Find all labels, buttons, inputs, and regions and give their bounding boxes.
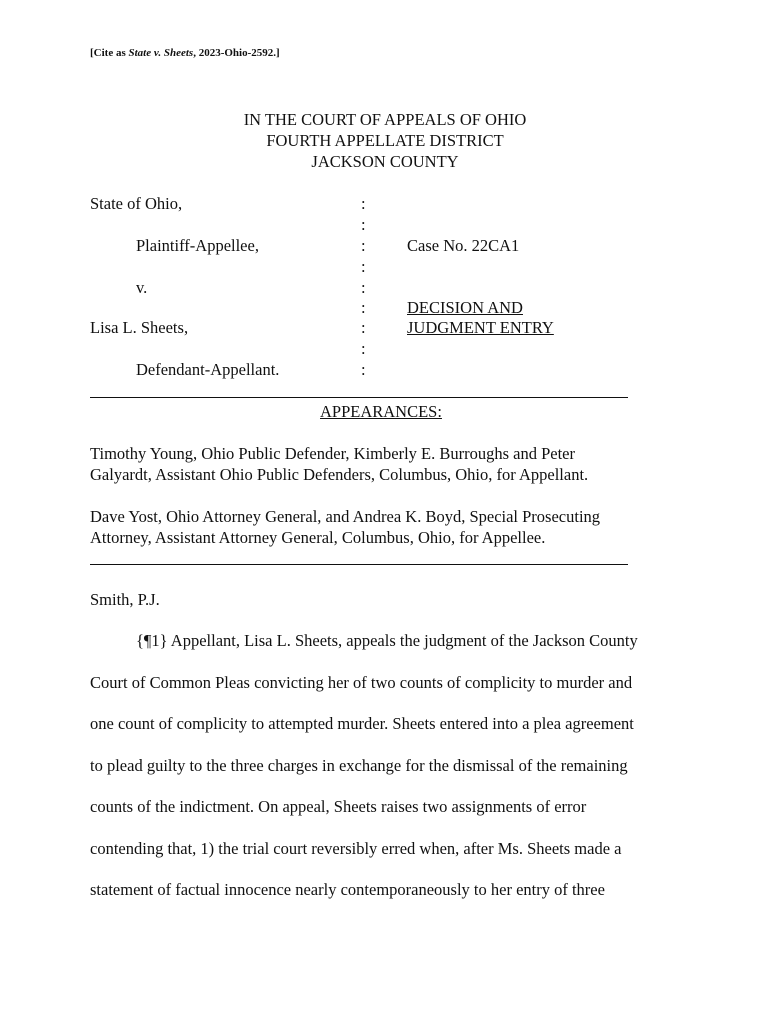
caption-colon: :: [361, 298, 366, 317]
citation-case-name: State v. Sheets: [128, 47, 194, 59]
caption-colon: :: [361, 215, 366, 234]
caption-colon: :: [361, 318, 366, 337]
caption-colon: :: [361, 257, 366, 276]
appearance-appellee-line2: Attorney, Assistant Attorney General, Columbus, Ohio, for Appellee.: [90, 528, 546, 547]
divider: [90, 564, 628, 565]
entry-title-line1: DECISION AND: [407, 298, 523, 317]
caption-colon: :: [361, 360, 366, 379]
opinion-author: Smith, P.J.: [90, 590, 160, 609]
opinion-line: statement of factual innocence nearly contemporaneously to her entry of three: [90, 880, 605, 899]
appellant-name: Lisa L. Sheets,: [90, 318, 189, 337]
opinion-line: counts of the indictment. On appeal, Sheets raises two assignments of error: [90, 797, 587, 816]
citation-header: [90, 47, 280, 59]
opinion-line: contending that, 1) the trial court reversibly erred when, after Ms. Sheets made a: [90, 839, 622, 858]
caption-colon: :: [361, 278, 366, 297]
entry-title-line2: JUDGMENT ENTRY: [407, 318, 554, 337]
citation-prefix: [Cite as: [90, 47, 129, 59]
court-name: IN THE COURT OF APPEALS OF OHIO: [243, 110, 527, 129]
appearance-appellant-line1: Timothy Young, Ohio Public Defender, Kimberly E. Burroughs and Peter: [90, 444, 575, 463]
appearances-heading: APPEARANCES:: [320, 402, 442, 421]
caption-colon: :: [361, 339, 366, 358]
opinion-line: to plead guilty to the three charges in exchange for the dismissal of the remaining: [90, 756, 628, 775]
district-name: FOURTH APPELLATE DISTRICT: [266, 131, 504, 150]
opinion-line: Court of Common Pleas convicting her of two counts of complicity to murder and: [90, 673, 633, 692]
appearance-appellant-line2: Galyardt, Assistant Ohio Public Defenders, Columbus, Ohio, for Appellant.: [90, 465, 589, 484]
opinion-line: {¶1} Appellant, Lisa L. Sheets, appeals the judgment of the Jackson County: [136, 631, 638, 650]
divider: [90, 397, 628, 398]
county-name: JACKSON COUNTY: [311, 152, 459, 171]
versus: v.: [136, 278, 148, 297]
appearance-appellee-line1: Dave Yost, Ohio Attorney General, and Andrea K. Boyd, Special Prosecuting: [90, 507, 601, 526]
case-number: Case No. 22CA1: [407, 236, 520, 255]
appellant-role: Defendant-Appellant.: [136, 360, 280, 379]
appellee-role: Plaintiff-Appellee,: [136, 236, 259, 255]
opinion-line: one count of complicity to attempted murder. Sheets entered into a plea agreement: [90, 714, 634, 733]
caption-colon: :: [361, 194, 366, 213]
citation-suffix: , 2023-Ohio-2592.]: [193, 47, 280, 59]
appellee-name: State of Ohio,: [90, 194, 183, 213]
caption-colon: :: [361, 236, 366, 255]
